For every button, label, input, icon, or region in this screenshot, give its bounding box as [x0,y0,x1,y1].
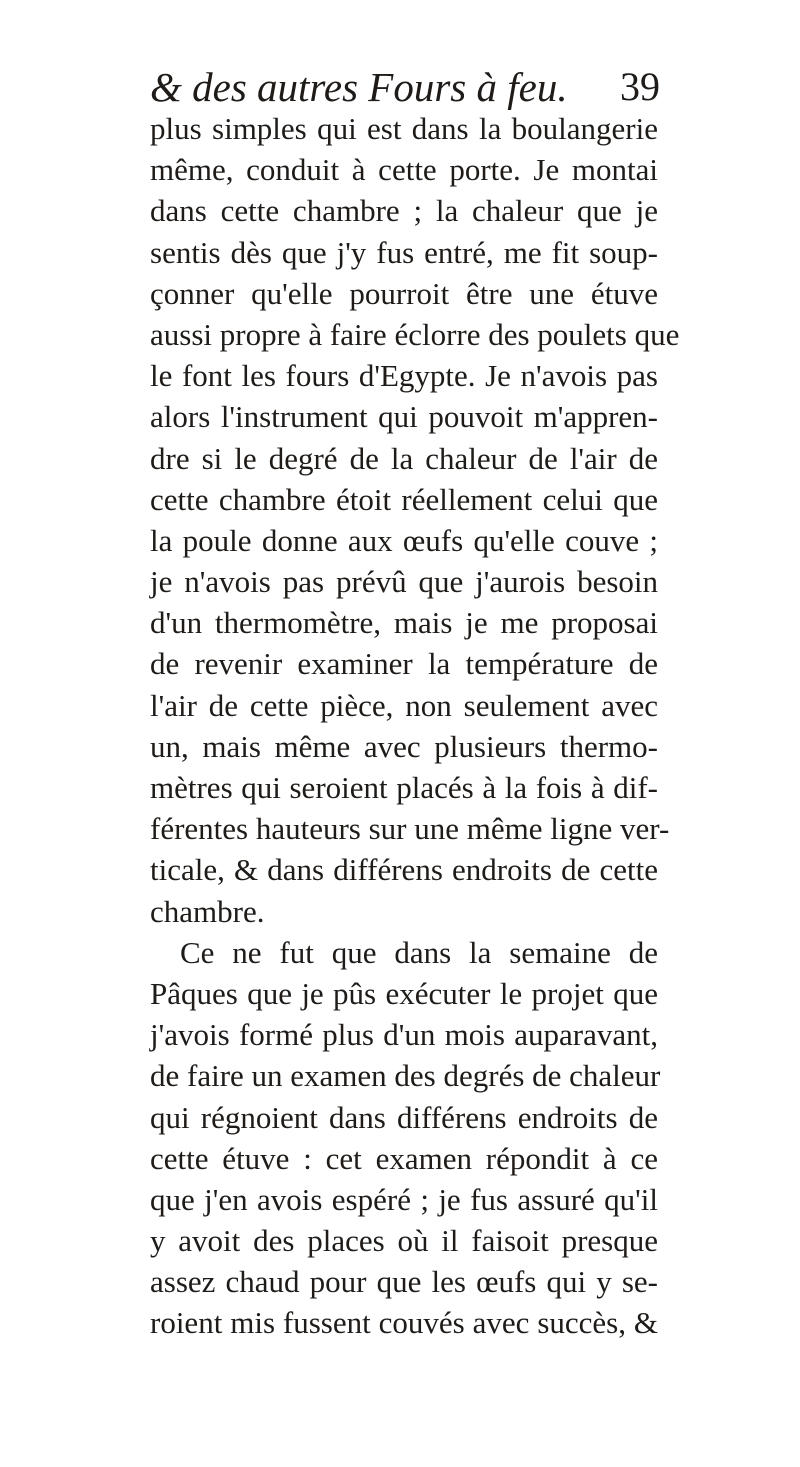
text-line: mètres qui seroient placés à la fois à dif- [150,770,658,805]
page-header [150,62,660,112]
text-line: Pâques que je pûs exécuter le projet que [150,975,658,1011]
text-line: férentes hauteurs sur une même ligne ver- [150,811,670,847]
text-line: chambre. [150,893,265,929]
text-line: l'air de cette pièce, non seulement avec [150,687,658,723]
text-line: la poule donne aux œufs qu'elle couve ; [150,522,658,558]
text-line: plus simples qui est dans la boulangerie [150,111,658,146]
text-line: dans cette chambre ; la chaleur que je [150,193,658,229]
text-line: aussi propre à faire éclorre des poulets que [150,316,680,352]
text-line: d'un thermomètre, mais je me proposai [150,605,658,641]
text-line: roient mis fussent couvés avec succès, & [150,1305,658,1341]
body-text [150,108,680,1344]
text-line: un, mais même avec plusieurs thermo- [150,728,658,764]
text-line: alors l'instrument qui pouvoit m'appren- [150,399,658,435]
text-line: qui régnoient dans différens endroits de [150,1099,658,1135]
text-line: le font les fours d'Egypte. Je n'avois pas [150,358,658,394]
text-line: cette étuve : cet examen répondit à ce [150,1140,658,1176]
text-line: de faire un examen des degrés de chaleur [150,1058,661,1094]
text-line: Ce ne fut que dans la semaine de [180,934,658,970]
text-line: même, conduit à cette porte. Je montai [150,152,658,188]
text-line: de revenir examiner la température de [150,646,658,682]
text-line: y avoit des places où il faisoit presque [150,1223,658,1259]
text-line: ticale, & dans différens endroits de cette [150,852,658,888]
text-line: assez chaud pour que les œufs qui y se- [150,1264,658,1300]
text-line: dre si le degré de la chaleur de l'air de [150,440,658,476]
running-head: & des autres Fours à feu. [150,64,568,110]
text-line: que j'en avois espéré ; je fus assuré qu'il [150,1181,658,1217]
text-line: çonner qu'elle pourroit être une étuve [150,275,658,311]
page-number: 39 [620,64,660,109]
text-line: j'avois formé plus d'un mois auparavant, [150,1017,658,1053]
text-line: je n'avois pas prévû que j'aurois besoin [150,564,658,600]
text-line: sentis dès que j'y fus entré, me fit soup- [150,234,658,270]
text-line: cette chambre étoit réellement celui que [150,481,658,517]
